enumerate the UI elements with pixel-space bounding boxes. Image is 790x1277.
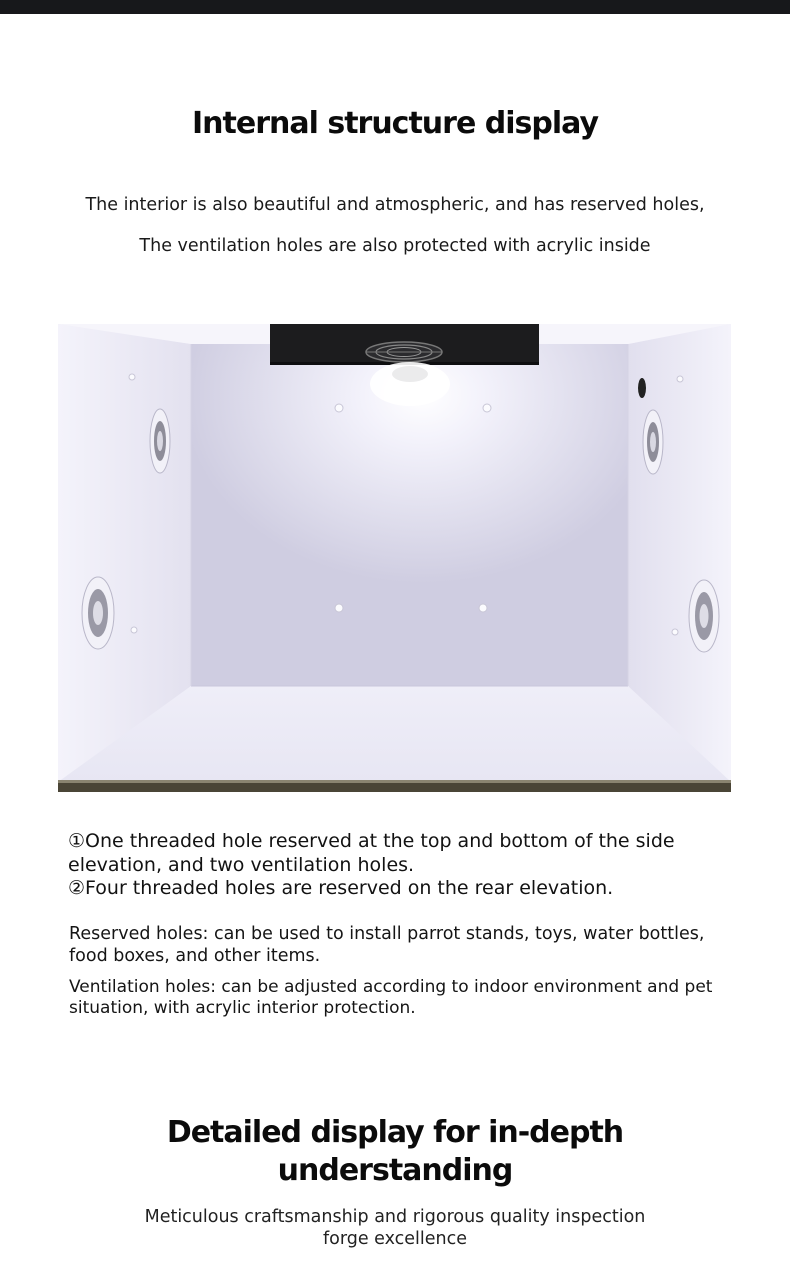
section2-title xyxy=(0,1114,790,1190)
section2-title-line1: Detailed display for in-depth xyxy=(166,1115,624,1150)
section2-title-line2: understanding xyxy=(277,1153,513,1188)
reserved-holes-description xyxy=(69,923,729,967)
reserved-line1: Reserved holes: can be used to install parrot stands, toys, water bottles, xyxy=(69,924,705,944)
ventilation-line1: Ventilation holes: can be adjusted according to indoor environment and pet xyxy=(69,977,713,997)
section-title: Internal structure display xyxy=(192,106,598,141)
note-item-1-line1: ①One threaded hole reserved at the top and bottom of the side xyxy=(68,830,675,852)
reserved-line2: food boxes, and other items. xyxy=(69,946,321,966)
ventilation-holes-description xyxy=(69,977,729,1019)
ventilation-line2: situation, with acrylic interior protection. xyxy=(69,998,416,1018)
section2-subtitle-line1: Meticulous craftsmanship and rigorous quality inspection xyxy=(144,1207,646,1227)
top-bar xyxy=(0,0,790,14)
note-item-1-line2: elevation, and two ventilation holes. xyxy=(68,853,415,876)
notes-list xyxy=(68,830,728,901)
cabinet-interior-photo xyxy=(58,324,731,792)
fan-icon xyxy=(366,342,442,362)
note-item-2: ②Four threaded holes are reserved on the rear elevation. xyxy=(68,877,614,899)
section2-subtitle xyxy=(0,1206,790,1250)
section-subtitle-line2: The ventilation holes are also protected with acrylic inside xyxy=(139,236,651,256)
section-subtitle-line1: The interior is also beautiful and atmospheric, and has reserved holes, xyxy=(85,195,705,215)
section2-subtitle-line2: forge excellence xyxy=(322,1229,468,1249)
